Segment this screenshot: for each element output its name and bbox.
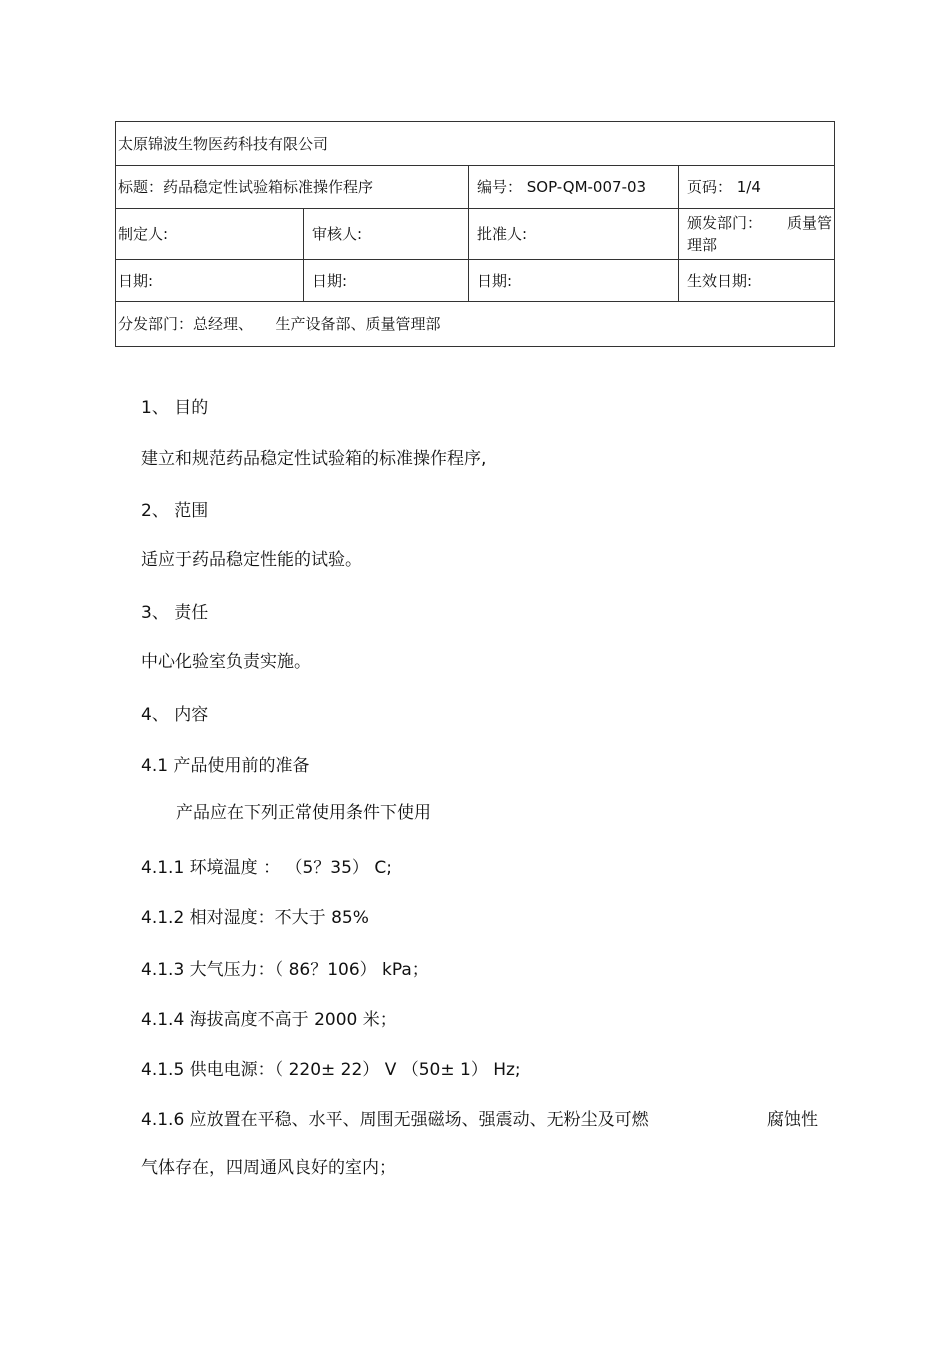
page-number: 页码： 1/4	[679, 166, 835, 209]
section-2-heading: 2、 范围	[141, 501, 209, 521]
document-title: 标题：药品稳定性试验箱标准操作程序	[116, 166, 469, 209]
section-2-text: 适应于药品稳定性能的试验。	[141, 550, 362, 570]
item-4-1-6-line1-end: 腐蚀性	[767, 1110, 818, 1130]
section-1-heading: 1、 目的	[141, 398, 209, 418]
section-4-1-heading: 4.1 产品使用前的准备	[141, 756, 310, 776]
item-4-1-4: 4.1.4 海拔高度不高于 2000 米；	[141, 1010, 397, 1030]
item-4-1-6-line2: 气体存在，四周通风良好的室内；	[141, 1158, 396, 1178]
distribution-departments: 分发部门：总经理、 生产设备部、质量管理部	[116, 302, 835, 347]
issue-department-value: 质量管	[787, 214, 833, 232]
item-4-1-5: 4.1.5 供电电源：（ 220± 22） V （50± 1） Hz;	[141, 1060, 521, 1080]
issue-department-value-cont: 理部	[687, 236, 718, 254]
item-4-1-3: 4.1.3 大气压力：（ 86？106） kPa；	[141, 960, 429, 980]
item-4-1-2: 4.1.2 相对湿度：不大于 85%	[141, 908, 369, 928]
reviewer-field: 审核人:	[304, 209, 469, 260]
approver-date: 日期:	[469, 260, 679, 302]
item-4-1-1: 4.1.1 环境温度 ： （5？35） C;	[141, 858, 392, 878]
section-1-text: 建立和规范药品稳定性试验箱的标准操作程序,	[141, 449, 487, 469]
approver-field: 批准人:	[469, 209, 679, 260]
author-date: 日期:	[116, 260, 304, 302]
document-header-table	[115, 121, 835, 347]
issue-department-label: 颁发部门：	[687, 214, 763, 232]
reviewer-date: 日期:	[304, 260, 469, 302]
section-3-heading: 3、 责任	[141, 603, 209, 623]
section-4-heading: 4、 内容	[141, 705, 209, 725]
section-3-text: 中心化验室负责实施。	[141, 652, 311, 672]
item-4-1-6-line1: 4.1.6 应放置在平稳、水平、周围无强磁场、强震动、无粉尘及可燃	[141, 1110, 649, 1130]
company-name: 太原锦波生物医药科技有限公司	[116, 122, 835, 166]
effective-date: 生效日期:	[679, 260, 835, 302]
issue-department-field	[679, 209, 835, 260]
section-4-1-text: 产品应在下列正常使用条件下使用	[176, 803, 431, 823]
author-field: 制定人:	[116, 209, 304, 260]
document-code: 编号： SOP-QM-007-03	[469, 166, 679, 209]
